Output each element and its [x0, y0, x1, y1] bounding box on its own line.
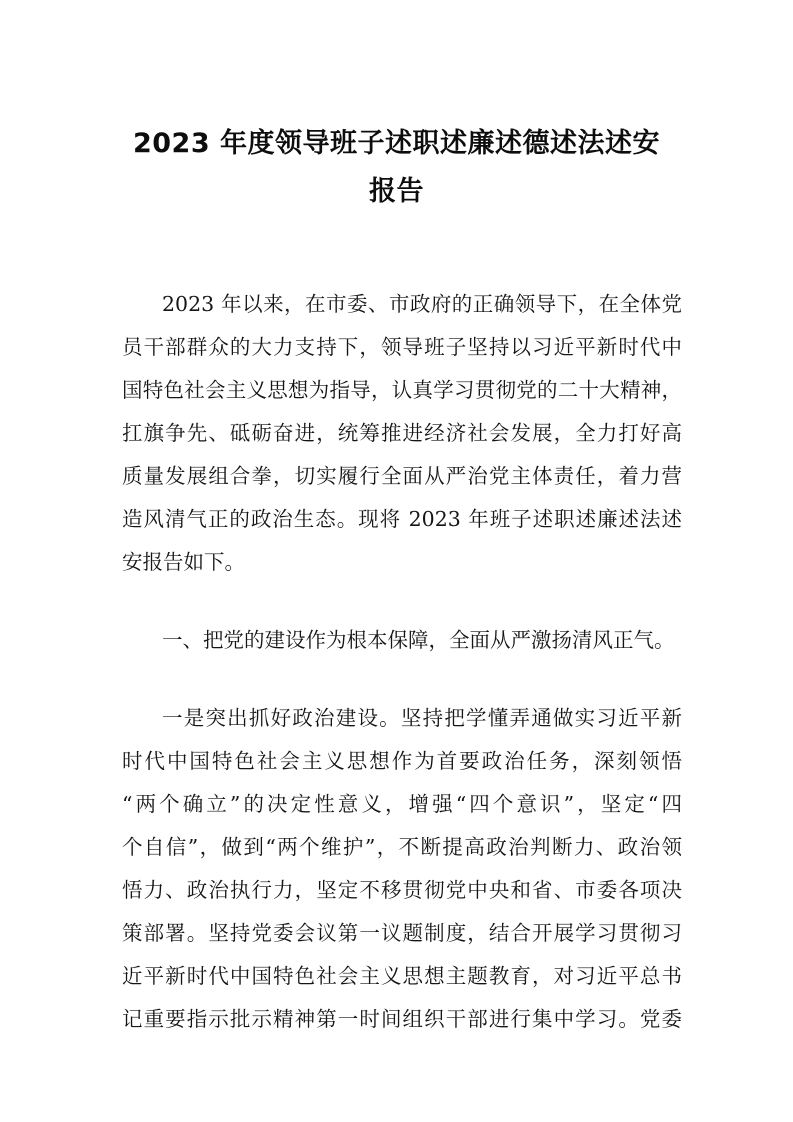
paragraph-line: 策部署。坚持党委会议第一议题制度，结合开展学习贯彻习	[122, 921, 682, 945]
section-heading: 一、把党的建设作为根本保障，全面从严激扬清风正气。	[162, 628, 675, 652]
paragraph-line: 2023 年以来，在市委、市政府的正确领导下，在全体党	[162, 292, 682, 316]
paragraph-line: 造风清气正的政治生态。现将 2023 年班子述职述廉述法述	[122, 507, 682, 531]
paragraph-line: 安报告如下。	[122, 550, 245, 574]
paragraph-line: 质量发展组合拳，切实履行全面从严治党主体责任，着力营	[122, 464, 682, 488]
paragraph-line: 记重要指示批示精神第一时间组织干部进行集中学习。党委	[122, 1007, 682, 1031]
paragraph-line: 员干部群众的大力支持下，领导班子坚持以习近平新时代中	[122, 335, 682, 359]
document-title-line-1: 2023 年度领导班子述职述廉述德述法述安	[132, 128, 661, 159]
paragraph-line: 个自信”，做到“两个维护”，不断提高政治判断力、政治领	[122, 835, 682, 859]
paragraph-line: 近平新时代中国特色社会主义思想主题教育，对习近平总书	[122, 964, 682, 988]
paragraph-line: 国特色社会主义思想为指导，认真学习贯彻党的二十大精神，	[122, 378, 682, 402]
paragraph-line: 一是突出抓好政治建设。坚持把学懂弄通做实习近平新	[162, 706, 682, 730]
paragraph-line: 悟力、政治执行力，坚定不移贯彻党中央和省、市委各项决	[122, 878, 682, 902]
document-title-line-2: 报告	[369, 176, 424, 207]
paragraph-line: 时代中国特色社会主义思想作为首要政治任务，深刻领悟	[122, 749, 682, 773]
paragraph-line: 扛旗争先、砥砺奋进，统筹推进经济社会发展，全力打好高	[122, 421, 682, 445]
paragraph-line: “两个确立”的决定性意义，增强“四个意识”，坚定“四	[122, 792, 682, 816]
